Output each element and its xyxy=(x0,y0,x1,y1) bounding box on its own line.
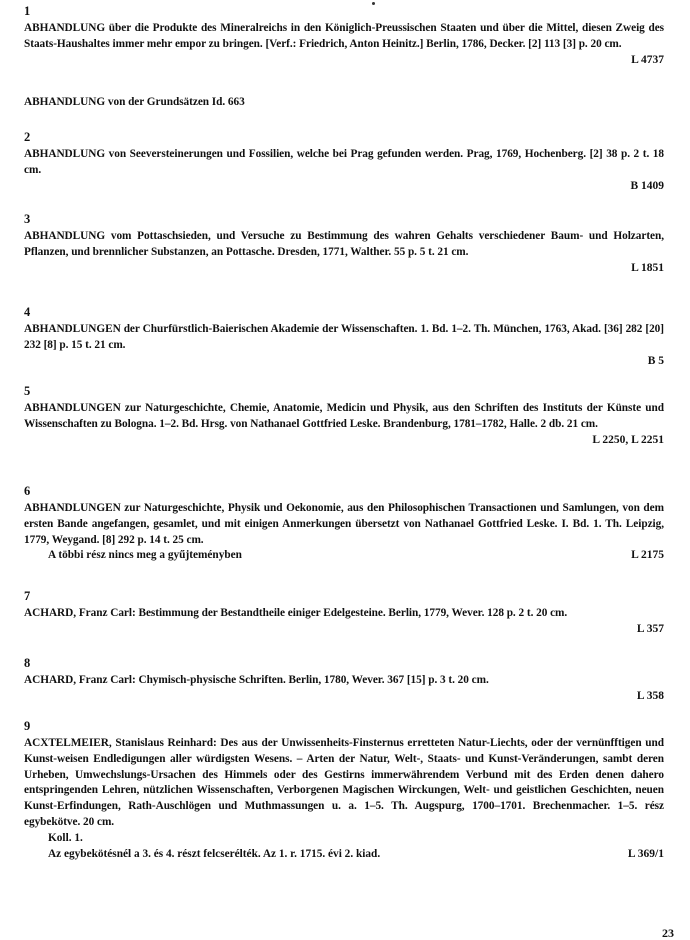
entry-number: 7 xyxy=(24,589,31,603)
catalog-entry-9 xyxy=(24,719,664,862)
entry-text: ABHANDLUNG über die Produkte des Mineralreichs in den Königlich-Preussischen Staaten und über die Mittel, diesen Zweig des Staats-Haushaltes immer mehr empor zu bringen. [Verf.: Friedrich, Anton Heinitz.] Berlin, 1786, Decker. [2] 113 [3] p. 20 cm. xyxy=(24,22,664,50)
entry-number: 9 xyxy=(24,719,31,733)
shelf-mark: B 5 xyxy=(647,354,664,367)
note-row xyxy=(24,847,664,863)
catalog-entry-6 xyxy=(24,484,664,564)
shelf-mark: L 357 xyxy=(636,622,664,635)
entry-text: ACXTELMEIER, Stanislaus Reinhard: Des aus der Unwissenheits-Finsternus erretteten Natur-Liechts, oder der vernünfftigen und Kunst-weisen Endledigungen aller würdigsten Wesens. – Arten der Natur, Welt-, Staats- und Kunst-Veränderungen, sambt deren Urheben, Umwechslungs-Ursachen des Himmels oder des Gestirns immerwährendem Verbund mit des Erden denen dahero entspringenden Lehren, nützlichen Wissenschaften, Verborgenen Magischen Wirckungen, Welt- und geistlichen Geschichten, neuen Kunst-Erfindungen, Rath-Auschlögen und Muthmassungen u. a. 1–5. Th. Augspurg, 1700–1701. Brechenmacher. 1–5. rész egybekötve. 20 cm. xyxy=(24,737,664,828)
page-number: 23 xyxy=(662,926,674,940)
entry-number: 1 xyxy=(24,4,31,18)
shelf-mark: L 1851 xyxy=(631,261,664,274)
entry-text: ABHANDLUNGEN zur Naturgeschichte, Physik und Oekonomie, aus den Philosophischen Transactionen und Samlungen, von dem ersten Bande angefangen, gesamlet, und mit einigen Anmerkungen übersetzt von Nathanael Gottfried Leske. I. Bd. 1. Th. Leipzig, 1779, Weygand. [8] 292 p. 14 t. 25 cm. xyxy=(24,502,664,546)
entry-number: 3 xyxy=(24,212,31,226)
catalog-entry-4 xyxy=(24,305,664,369)
shelf-mark: L 4737 xyxy=(631,53,664,66)
catalog-reference xyxy=(24,95,664,111)
entry-number: 6 xyxy=(24,484,31,498)
entry-text: ABHANDLUNGEN zur Naturgeschichte, Chemie, Anatomie, Medicin und Physik, aus den Schriften des Instituts der Künste und Wissenschaften zu Bologna. 1–2. Bd. Hrsg. von Nathanael Gottfried Leske. Brandenburg, 1781–1782, Halle. 2 db. 21 cm. xyxy=(24,402,664,430)
entry-note-2: Az egybekötésnél a 3. és 4. részt felcserélték. Az 1. r. 1715. évi 2. kiad. xyxy=(48,847,381,860)
catalog-entry-8 xyxy=(24,656,664,704)
entry-text: ABHANDLUNG vom Pottaschsieden, und Versuche zu Bestimmung des wahren Gehalts verschiedener Baum- und Holzarten, Pflanzen, und brennlicher Substanzen, an Pottasche. Dresden, 1771, Walther. 55 p. 5 t. 21 cm. xyxy=(24,230,664,258)
entry-text: ACHARD, Franz Carl: Bestimmung der Bestandtheile einiger Edelgesteine. Berlin, 1779, Wever. 128 p. 2 t. 20 cm. xyxy=(24,607,568,619)
shelf-mark: L 2250, L 2251 xyxy=(592,433,664,446)
shelf-mark: B 1409 xyxy=(630,179,664,192)
entry-text: ABHANDLUNG von der Grundsätzen Id. 663 xyxy=(24,96,245,108)
entry-number: 5 xyxy=(24,384,31,398)
note-row xyxy=(24,548,664,564)
entry-note: A többi rész nincs meg a gyűjteményben xyxy=(48,549,242,562)
entry-text: ACHARD, Franz Carl: Chymisch-physische Schriften. Berlin, 1780, Wever. 367 [15] p. 3 t. 20 cm. xyxy=(24,674,489,686)
entry-text: ABHANDLUNGEN der Churfürstlich-Baierischen Akademie der Wissenschaften. 1. Bd. 1–2. Th. München, 1763, Akad. [36] 282 [20] 232 [8] p. 15 t. 21 cm. xyxy=(24,323,664,351)
entry-text: ABHANDLUNG von Seeversteinerungen und Fossilien, welche bei Prag gefunden werden. Prag, 1769, Hochenberg. [2] 38 p. 2 t. 18 cm. xyxy=(24,148,664,176)
catalog-entry-1 xyxy=(24,4,664,68)
catalog-entry-2 xyxy=(24,130,664,194)
shelf-mark: L 2175 xyxy=(631,549,664,562)
entry-number: 8 xyxy=(24,656,31,670)
catalog-entry-5 xyxy=(24,384,664,448)
catalog-entry-3 xyxy=(24,212,664,276)
entry-number: 4 xyxy=(24,305,31,319)
entry-number: 2 xyxy=(24,130,31,144)
shelf-mark: L 369/1 xyxy=(627,847,664,860)
entry-note: Koll. 1. xyxy=(48,831,83,844)
catalog-entry-7 xyxy=(24,589,664,637)
shelf-mark: L 358 xyxy=(636,689,664,702)
